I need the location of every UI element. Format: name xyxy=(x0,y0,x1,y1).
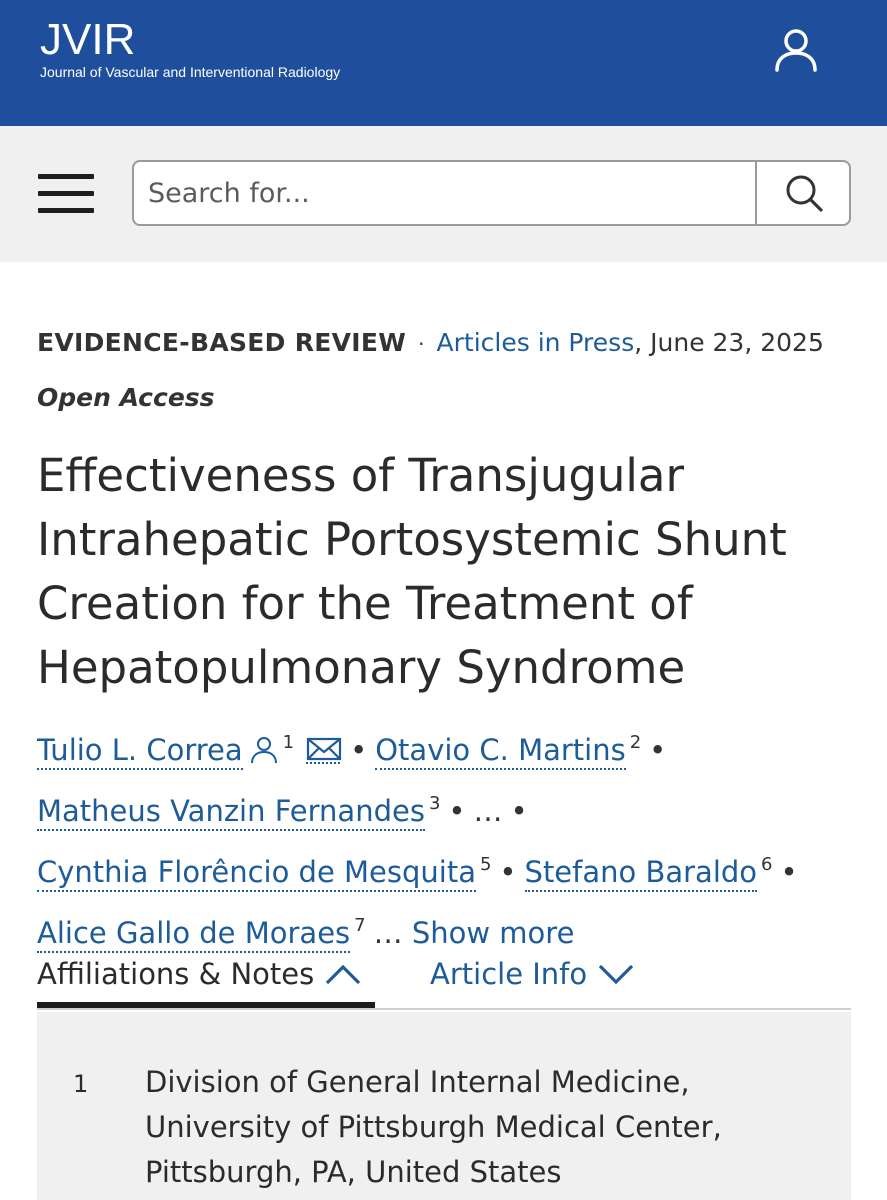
article-title: Effectiveness of Transjugular Intrahepatic Portosystemic Shunt Creation for the Treatment of Hepatopulmonary Syndrome xyxy=(37,449,787,694)
user-account-button[interactable] xyxy=(772,26,820,74)
publication-date: , June 23, 2025 xyxy=(634,328,824,357)
author-separator: • xyxy=(350,733,368,767)
author-link[interactable]: Matheus Vanzin Fernandes xyxy=(37,794,425,831)
author-affiliation-number: 6 xyxy=(761,854,773,875)
author-link[interactable]: Stefano Baraldo xyxy=(525,855,758,892)
author-affiliation-number: 7 xyxy=(354,915,366,936)
search-button[interactable] xyxy=(755,162,851,224)
author-link[interactable]: Otavio C. Martins xyxy=(375,733,625,770)
meta-separator: · xyxy=(418,332,425,356)
site-header xyxy=(0,0,887,126)
tab-affiliations-notes[interactable] xyxy=(37,952,362,996)
author-affiliation-number: 2 xyxy=(629,732,642,753)
logo-sub-text: Journal of Vascular and Interventional Radiology xyxy=(40,64,341,80)
active-tab-indicator xyxy=(37,1002,375,1008)
open-access-label: Open Access xyxy=(37,383,215,412)
article-meta xyxy=(37,326,824,361)
author-affiliation-number: 3 xyxy=(428,793,441,814)
affiliations-panel xyxy=(37,1012,851,1200)
magnifier-icon xyxy=(757,162,851,224)
tab-article-info[interactable] xyxy=(430,952,635,996)
hamburger-menu-icon xyxy=(38,174,94,179)
show-more-authors-link[interactable]: Show more xyxy=(411,916,575,950)
user-icon xyxy=(772,26,820,74)
author-separator: • xyxy=(649,733,667,767)
author-list xyxy=(37,716,867,960)
author-ellipsis: … xyxy=(373,916,403,950)
affiliation-number: 1 xyxy=(73,1070,89,1098)
hamburger-line xyxy=(38,208,94,213)
logo-main-text: JVIR xyxy=(40,15,136,64)
menu-button[interactable] xyxy=(38,174,94,214)
article-type: EVIDENCE-BASED REVIEW xyxy=(37,328,407,357)
author-separator: • xyxy=(780,855,798,889)
jvir-logo[interactable] xyxy=(40,15,341,80)
author-ellipsis: … xyxy=(473,794,503,828)
author-affiliation-number: 5 xyxy=(479,854,492,875)
search-input[interactable] xyxy=(134,162,756,224)
search-bar-region xyxy=(0,126,887,262)
article-tabs xyxy=(37,946,851,1010)
email-icon[interactable] xyxy=(306,736,342,764)
author-separator: • xyxy=(448,794,466,828)
author-link[interactable]: Tulio L. Correa xyxy=(37,733,243,770)
author-separator: • xyxy=(499,855,517,889)
chevron-up-icon xyxy=(324,962,362,986)
author-link[interactable]: Cynthia Florêncio de Mesquita xyxy=(37,855,476,892)
tab-affiliations-label: Affiliations & Notes xyxy=(37,957,315,991)
tab-article-info-label: Article Info xyxy=(430,957,588,991)
search-box xyxy=(132,160,851,226)
hamburger-line xyxy=(38,191,94,196)
author-separator: • xyxy=(510,794,528,828)
person-icon[interactable] xyxy=(249,736,279,764)
articles-in-press-link[interactable]: Articles in Press xyxy=(436,328,635,357)
affiliation-text: Division of General Internal Medicine, University of Pittsburgh Medical Center, Pittsburgh, PA, United States xyxy=(145,1065,722,1189)
chevron-down-icon xyxy=(597,962,635,986)
author-link[interactable]: Alice Gallo de Moraes xyxy=(37,916,350,953)
author-affiliation-number: 1 xyxy=(282,732,295,753)
